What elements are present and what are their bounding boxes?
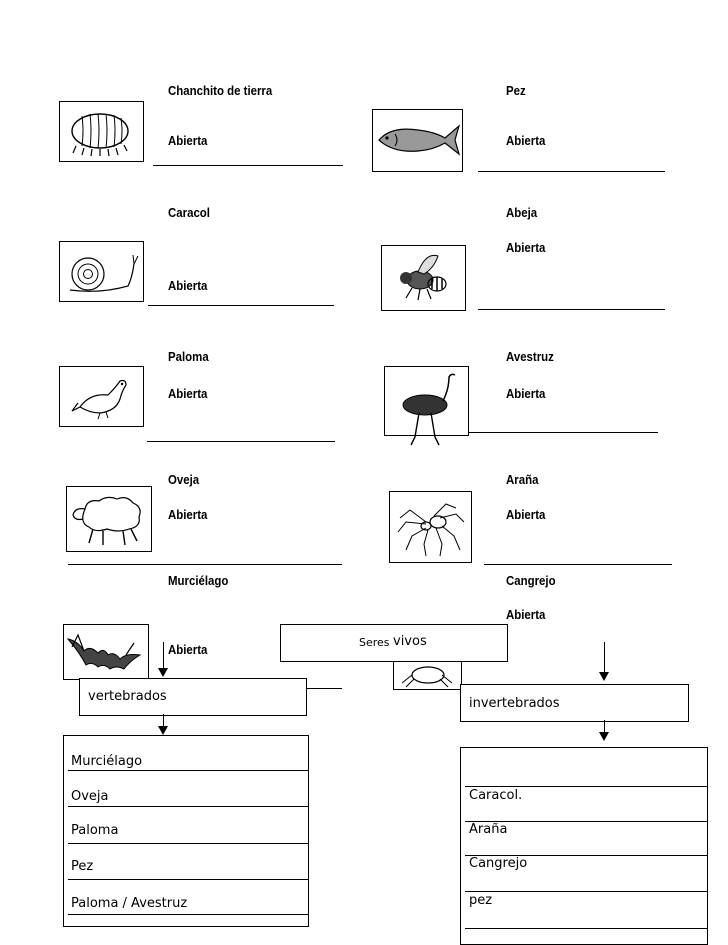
connector-right (604, 642, 605, 674)
answer-cangrejo: Abierta (506, 607, 546, 622)
arrow-down-icon (599, 672, 609, 681)
connector-left (163, 642, 164, 670)
answer-chanchito: Abierta (168, 133, 208, 148)
name-caracol: Caracol (168, 205, 210, 220)
arrow-down-icon (599, 732, 609, 741)
woodlouse-icon (60, 102, 143, 161)
list-item: pez (469, 893, 493, 908)
name-chanchito: Chanchito de tierra (168, 83, 273, 98)
answer-abeja: Abierta (506, 240, 546, 255)
root-label-small: Seres (359, 636, 390, 649)
divider (68, 843, 308, 844)
answer-oveja: Abierta (168, 507, 208, 522)
write-line-abeja[interactable] (478, 309, 665, 310)
sheep-picture (66, 486, 152, 552)
spider-picture (389, 491, 472, 563)
arrow-down-icon (158, 668, 168, 677)
write-line-avestruz[interactable] (469, 432, 658, 433)
root-box (280, 624, 508, 662)
bee-picture (381, 245, 466, 311)
name-cangrejo: Cangrejo (506, 573, 556, 588)
answer-arana: Abierta (506, 507, 546, 522)
write-line-caracol[interactable] (148, 305, 334, 306)
invertebrates-title: invertebrados (469, 696, 560, 711)
invertebrates-list-box (460, 747, 708, 945)
list-item: Caracol. (469, 788, 523, 803)
list-item: Araña (469, 822, 508, 837)
vertebrates-title-box (79, 678, 307, 716)
write-line-oveja[interactable] (68, 564, 342, 565)
invertebrates-title-box (460, 684, 689, 722)
woodlouse-picture (59, 101, 144, 162)
spider-icon (390, 492, 471, 562)
name-abeja: Abeja (506, 205, 538, 220)
snail-picture (59, 241, 144, 302)
dove-icon (60, 367, 143, 426)
list-item: Oveja (71, 789, 109, 804)
root-label-large: vivos (393, 634, 427, 649)
dove-picture (59, 366, 144, 427)
answer-paloma: Abierta (168, 386, 208, 401)
name-murcielago: Murciélago (168, 573, 229, 588)
list-item: Paloma (71, 823, 119, 838)
answer-pez: Abierta (506, 133, 546, 148)
ostrich-icon (385, 367, 468, 447)
fish-picture (372, 109, 463, 172)
divider (68, 914, 308, 915)
bee-icon (382, 246, 465, 310)
bat-picture (63, 624, 149, 680)
connector-right-2 (604, 720, 605, 732)
list-item: Paloma / Avestruz (71, 896, 188, 911)
divider (68, 770, 308, 771)
write-line-pez[interactable] (478, 171, 665, 172)
divider (465, 928, 707, 929)
divider (465, 786, 707, 787)
snail-icon (60, 242, 143, 301)
write-line-chanchito[interactable] (153, 165, 343, 166)
name-avestruz: Avestruz (506, 349, 554, 364)
ostrich-picture (384, 366, 469, 436)
answer-avestruz: Abierta (506, 386, 546, 401)
name-arana: Araña (506, 472, 539, 487)
divider (68, 806, 308, 807)
list-item: Murciélago (71, 754, 143, 769)
answer-murcielago: Abierta (168, 642, 208, 657)
fish-icon (373, 110, 462, 171)
vertebrates-list-box (63, 735, 309, 927)
arrow-down-icon (158, 726, 168, 735)
list-item: Cangrejo (469, 856, 528, 871)
answer-caracol: Abierta (168, 278, 208, 293)
vertebrates-title: vertebrados (88, 689, 167, 704)
list-item: Pez (71, 859, 94, 874)
divider (465, 891, 707, 892)
bat-icon (64, 625, 148, 679)
divider (68, 879, 308, 880)
name-pez: Pez (506, 83, 526, 98)
write-line-arana[interactable] (484, 564, 672, 565)
sheep-icon (67, 487, 151, 551)
name-paloma: Paloma (168, 349, 209, 364)
write-line-paloma[interactable] (147, 441, 335, 442)
name-oveja: Oveja (168, 472, 200, 487)
